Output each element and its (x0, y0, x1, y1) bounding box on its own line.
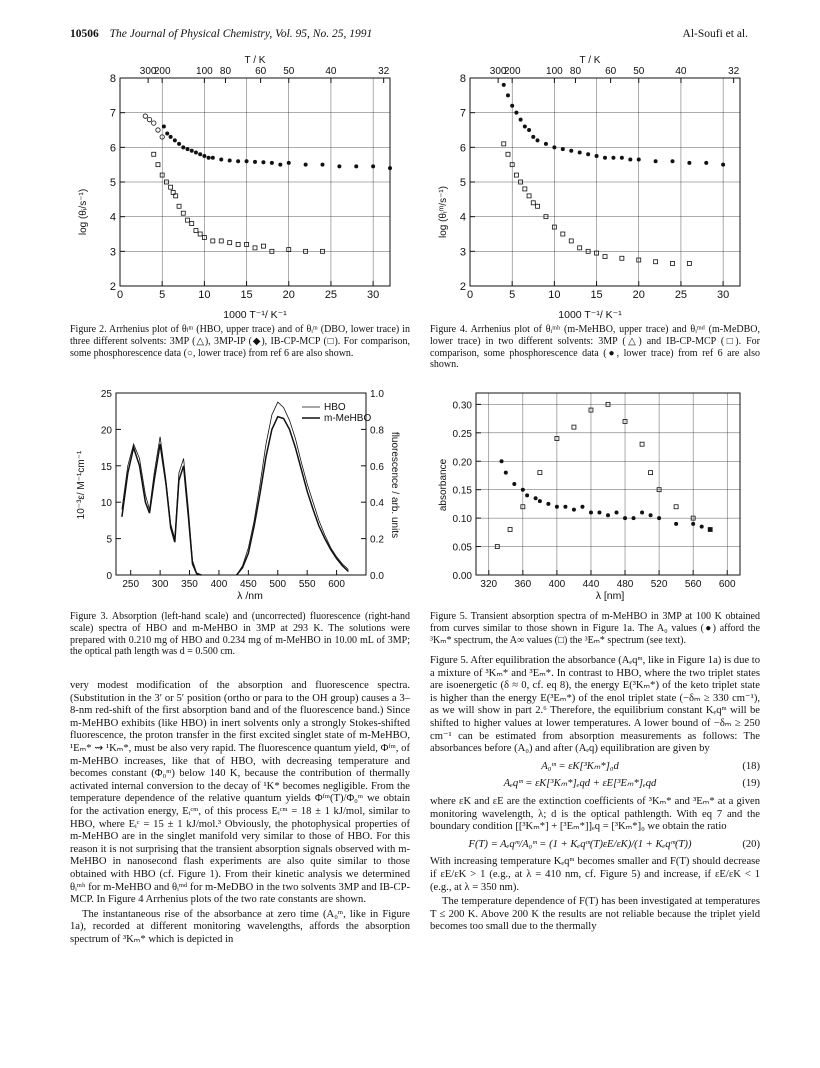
data-point (169, 185, 173, 189)
legend-label-hbo: HBO (324, 402, 346, 413)
data-point (228, 159, 232, 163)
y-tick-label: 10 (100, 498, 112, 510)
data-point (721, 163, 725, 167)
figure-4-caption: Figure 4. Arrhenius plot of θᵢᵐʰ (m-MeHBO, upper trace) and θᵢᵐᵈ (m-MeDBO, lower trace) in two different solvents: 3MP (△) and IB-CP-MCP (□). For comparison, some phosphorescence data (●, lower trace) from ref 6 are also shown. (430, 324, 760, 371)
x-tick-label: 600 (718, 579, 736, 590)
data-point (253, 246, 257, 250)
data-point (156, 128, 160, 132)
spectrum-line (122, 444, 201, 575)
top-axis-tick-label: 300 (489, 66, 507, 77)
body-paragraph: where εK and εE are the extinction coefficients of ³Kₘ* and ³Eₘ* at a given monitoring wavelength, λ; d is the optical pathlength. With eq 7 and the boundary condition [[³Kₘ*] + [³Eₘ*]]ₑq = [³Kₘ*]₀ we obtain the ratio (430, 795, 760, 833)
figure-3-legend (302, 402, 371, 424)
data-point (143, 114, 147, 118)
y2-tick-label: 0.8 (370, 425, 384, 437)
data-point (687, 261, 691, 265)
top-axis-tick-label: 32 (728, 66, 740, 77)
data-point (186, 147, 190, 151)
data-point (354, 164, 358, 168)
x-tick-label: 0 (466, 289, 474, 301)
data-point (569, 239, 573, 243)
data-point (228, 241, 232, 245)
body-paragraph: The temperature dependence of F(T) has been investigated at temperatures T ≤ 200 K. Above 200 K the results are not reliable because the triplet yield becomes too small due to the thermally (430, 896, 760, 933)
y-tick-label: 2 (109, 281, 116, 293)
spectrum-line (237, 402, 349, 575)
data-point (156, 163, 160, 167)
y2-tick-label: 0.2 (370, 534, 384, 546)
right-column-text (430, 655, 760, 936)
y2-tick-label: 0.0 (370, 571, 384, 582)
data-point (603, 255, 607, 259)
data-point (500, 459, 504, 463)
data-point (671, 261, 675, 265)
data-point (194, 229, 198, 233)
x-tick-label: 320 (480, 579, 498, 590)
y-tick-label: 5 (106, 534, 112, 546)
y-tick-label: 0.00 (452, 571, 472, 582)
data-point (531, 135, 535, 139)
data-point (527, 194, 531, 198)
data-point (657, 516, 661, 520)
data-point (510, 104, 514, 108)
data-point (236, 242, 240, 246)
data-point (506, 152, 510, 156)
data-point (586, 152, 590, 156)
left-column-text (70, 680, 410, 948)
data-point (177, 142, 181, 146)
figure-2-ylabel: log (θᵢ/s⁻¹) (78, 188, 89, 236)
data-point (337, 164, 341, 168)
y-tick-label: 0 (106, 571, 112, 582)
y-tick-label: 5 (459, 177, 466, 189)
data-point (202, 154, 206, 158)
spectrum-line (237, 417, 349, 575)
x-tick-label: 250 (122, 579, 140, 590)
data-point (561, 147, 565, 151)
data-point (190, 149, 194, 153)
y2-tick-label: 0.6 (370, 461, 384, 473)
data-point (704, 161, 708, 165)
data-point (654, 159, 658, 163)
x-tick-label: 25 (674, 289, 688, 301)
data-point (270, 161, 274, 165)
top-axis-tick-label: 32 (378, 66, 390, 77)
figure-5-xlabel: λ [nm] (595, 590, 625, 602)
y-tick-label: 0.20 (452, 457, 472, 469)
data-point (211, 239, 215, 243)
data-point (603, 156, 607, 160)
data-point (278, 163, 282, 167)
top-axis-tick-label: 40 (325, 66, 337, 77)
data-point (538, 499, 542, 503)
data-point (536, 138, 540, 142)
body-paragraph: The instantaneous rise of the absorbance at zero time (A₀ᵐ, like in Figure 1a), recorded at different monitoring wavelengths, affords the absorption spectrum of ³Kₘ* which is depicted in (70, 908, 410, 945)
running-header (70, 28, 372, 40)
data-point (147, 117, 151, 121)
data-point (181, 145, 185, 149)
top-axis-tick-label: 60 (255, 66, 267, 77)
data-point (649, 513, 653, 517)
data-point (536, 204, 540, 208)
x-tick-label: 20 (632, 289, 645, 301)
x-tick-label: 500 (269, 579, 287, 590)
equation-18-number: (18) (742, 760, 760, 772)
x-tick-label: 480 (616, 579, 634, 590)
data-point (194, 151, 198, 155)
y-tick-label: 2 (459, 281, 466, 293)
data-point (552, 145, 556, 149)
figure-2 (70, 50, 410, 320)
top-axis-tick-label: 100 (546, 66, 563, 77)
figure-5-chart (430, 385, 760, 603)
data-point (544, 142, 548, 146)
data-point (236, 159, 240, 163)
data-point (640, 442, 644, 446)
x-tick-label: 400 (548, 579, 566, 590)
figure-4 (430, 50, 760, 320)
y-tick-label: 15 (100, 461, 112, 473)
y-tick-label: 3 (109, 246, 116, 259)
equation-20 (430, 839, 760, 852)
data-point (691, 522, 695, 526)
data-point (620, 256, 624, 260)
body-paragraph: Figure 5. After equilibration the absorbance (Aₑqᵐ, like in Figure 1a) is due to a mixture of ³Kₘ* and ³Eₘ*. In contrast to HBO, where the two triplet states are isoenergetic (δ ≈ 0, cf. eq 8), the energy E(³Kₘ*) of the keto triplet state is higher than the energy E(³Eₘ*) of the enol triplet state (−δₘ ≥ 330 cm⁻¹), as we will show in part 2.⁶ Therefore, the equilibrium constant Kₑqᵐ will be shifted to higher values at lower temperatures. A lower bound of −δₘ ≥ 250 cm⁻¹ can be estimated from absorption measurements as follows: The absorbances before (A₀) and after (Aₑq) equilibration are given by (430, 655, 760, 755)
data-point (628, 157, 632, 161)
x-tick-label: 20 (282, 289, 295, 301)
data-point (572, 425, 576, 429)
data-point (595, 154, 599, 158)
data-point (388, 166, 392, 170)
data-point (508, 528, 512, 532)
data-point (569, 149, 573, 153)
data-point (169, 135, 173, 139)
figure-3-ylabel-left: 10⁻³ε/ M⁻¹cm⁻¹ (76, 450, 87, 520)
x-tick-label: 400 (210, 579, 228, 590)
x-tick-label: 25 (324, 289, 338, 301)
y-tick-label: 7 (459, 107, 466, 120)
data-point (589, 510, 593, 514)
figure-3-ylabel-right: fluorescence / arb. units (389, 431, 400, 539)
data-point (654, 260, 658, 264)
authors: Al-Soufi et al. (682, 28, 748, 40)
x-tick-label: 0 (116, 289, 124, 301)
x-tick-label: 10 (548, 289, 561, 301)
y-tick-label: 0.10 (452, 514, 472, 526)
equation-18-body: A₀ᵐ = εK[³Kₘ*]₀d (541, 760, 619, 772)
data-point (531, 201, 535, 205)
data-point (620, 156, 624, 160)
data-point (514, 111, 518, 115)
data-point (561, 232, 565, 236)
data-point (152, 121, 156, 125)
figure-4-chart (430, 50, 760, 320)
x-tick-label: 520 (650, 579, 668, 590)
figure-5-caption: Figure 5. Transient absorption spectra of m-MeHBO in 3MP at 100 K obtained from curves similar to those shown in Figure 1a. The A₀ values (●) afford the ³Kₘ* spectrum, the A∞ values (□) the ³Eₘ* spectrum (see text). (430, 611, 760, 646)
data-point (671, 159, 675, 163)
x-tick-label: 300 (151, 579, 169, 590)
data-point (321, 163, 325, 167)
body-paragraph: very modest modification of the absorption and fluorescence spectra. (Substitution in the 3′ or 5′ position (ortho or para to the OH group) causes a 3–8-nm red-shift of the first absorption band and of the fluorescence band.) Since m-MeHBO exhibits (like HBO) in inert solvents only a strongly Stokes-shifted fluorescence, the proton transfer in the first excited singlet state of m-MeHBO, ¹Eₘ* ⇝ ¹Kₘ*, must be also very rapid. The fluorescence quantum yield, Φᶠᵐ, of m-MeHBO increases, like that of HBO, with decreasing temperature and becomes constant (Φ₀ᵐ) below 140 K, because the contribution of thermally activated internal conversion to the decay of ¹K* becomes negligible. From the temperature dependence of the relative quantum yields Φᶠᵐ(T)/Φ₀ᵐ we obtain for the activation energy, Eᵢᶜᵐ, of this process Eᵢᶜᵐ = 18 ± 1 kJ/mol, similar to HBO, where Eᵢᶜ = 15 ± 1 kJ/mol.³ Obviously, the photophysical properties of m-MeHBO are in the singlet manifold very similar to those of HBO. For this reason it is not surprising that the transient absorption signals observed with m-MeHBO in nanosecond flash experiments are also quite similar to those obtained with HBO (cf. Figure 1). From their kinetic analysis we determined θᵢᵐʰ for m-MeHBO and θᵢᵐᵈ for m-MeDBO in the two solvents 3MP and IB-CP-MCP. In Figure 4 Arrhenius plots of the two rate constants are shown. (70, 680, 410, 906)
y-tick-label: 0.30 (452, 400, 472, 412)
y-tick-label: 0.05 (452, 542, 472, 554)
data-point (563, 505, 567, 509)
top-axis-tick-label: 300 (139, 66, 157, 77)
y-tick-label: 3 (459, 246, 466, 259)
data-point (640, 510, 644, 514)
data-point (606, 513, 610, 517)
data-point (611, 156, 615, 160)
x-tick-label: 350 (181, 579, 198, 590)
y-tick-label: 6 (109, 142, 116, 155)
data-point (572, 508, 576, 512)
data-point (304, 163, 308, 167)
data-point (649, 471, 653, 475)
data-point (523, 187, 527, 191)
figure-2-top-axis-label: T / K (244, 55, 266, 66)
data-point (525, 493, 529, 497)
data-point (597, 510, 601, 514)
equation-19-body: Aₑqᵐ = εK[³Kₘ*]ₑqd + εE[³Eₘ*]ₑqd (503, 778, 657, 790)
figure-2-caption: Figure 2. Arrhenius plot of θₗᵐ (HBO, upper trace) and of θᵢᵐ (DBO, lower trace) in three different solvents: 3MP (△), 3MP-IP (◆), IB-CP-MCP (□). For comparison, some phosphorescence data (○, lower trace) from ref 6 are also shown. (70, 324, 410, 359)
top-axis-tick-label: 50 (633, 66, 645, 77)
y-tick-label: 5 (109, 177, 116, 189)
y-tick-label: 6 (459, 142, 466, 155)
x-tick-label: 30 (717, 289, 730, 301)
data-point (527, 128, 531, 132)
figure-2-chart (70, 50, 410, 320)
data-point (219, 239, 223, 243)
figure-3-chart (70, 385, 410, 603)
y-tick-label: 0.25 (452, 428, 472, 440)
data-point (190, 222, 194, 226)
x-tick-label: 15 (590, 289, 603, 301)
data-point (207, 156, 211, 160)
data-point (546, 502, 550, 506)
x-tick-label: 5 (509, 289, 516, 301)
figure-3-caption: Figure 3. Absorption (left-hand scale) and (uncorrected) fluorescence (right-hand scale) spectra of HBO and m-MeHBO in 3MP at 293 K. The solutions were prepared with 0.210 mg of HBO and 0.234 mg of m-MeHBO in 10.00 mL of 3MP; the optical path length was d = 0.500 cm. (70, 611, 410, 658)
y-tick-label: 4 (109, 211, 116, 224)
data-point (708, 528, 712, 532)
equation-18 (430, 761, 760, 774)
x-tick-label: 450 (240, 579, 257, 590)
body-paragraph: With increasing temperature Kₑqᵐ becomes smaller and F(T) should decrease if εE/εK > 1 (e.g., at λ = 410 nm, cf. Figure 5) and increase, if εE/εK < 1 (e.g., at λ = 350 nm). (430, 856, 760, 893)
x-tick-label: 5 (159, 289, 166, 301)
data-point (623, 516, 627, 520)
figure-4-xlabel: 1000 T⁻¹/ K⁻¹ (558, 309, 622, 321)
figure-5-ylabel: absorbance (438, 458, 449, 512)
x-tick-label: 360 (514, 579, 532, 590)
data-point (253, 160, 257, 164)
data-point (181, 211, 185, 215)
data-point (211, 156, 215, 160)
y2-tick-label: 0.4 (370, 498, 384, 510)
data-point (186, 218, 190, 222)
top-axis-tick-label: 80 (219, 66, 232, 77)
data-point (578, 151, 582, 155)
y2-tick-label: 1.0 (370, 389, 384, 400)
y-tick-label: 25 (100, 389, 112, 400)
equation-19-number: (19) (742, 778, 760, 790)
figure-2-xlabel: 1000 T⁻¹/ K⁻¹ (223, 309, 287, 321)
data-point (632, 516, 636, 520)
data-point (152, 152, 156, 156)
data-point (521, 488, 525, 492)
figure-3 (70, 385, 410, 603)
y-tick-label: 8 (109, 73, 116, 85)
data-point (674, 522, 678, 526)
data-point (198, 232, 202, 236)
top-axis-tick-label: 200 (153, 66, 171, 77)
y-tick-label: 4 (459, 211, 466, 224)
data-point (287, 161, 291, 165)
data-point (523, 125, 527, 129)
data-point (177, 204, 181, 208)
x-tick-label: 600 (328, 579, 345, 590)
data-point (674, 505, 678, 509)
data-point (514, 173, 518, 177)
data-point (165, 131, 169, 135)
top-axis-tick-label: 60 (605, 66, 617, 77)
figure-3-xlabel: λ /nm (237, 590, 263, 602)
data-point (637, 157, 641, 161)
x-tick-label: 550 (298, 579, 316, 590)
data-point (219, 157, 223, 161)
top-axis-tick-label: 80 (569, 66, 582, 77)
data-point (261, 160, 265, 164)
data-point (687, 161, 691, 165)
x-tick-label: 30 (367, 289, 380, 301)
x-tick-label: 10 (198, 289, 211, 301)
data-point (615, 510, 619, 514)
data-point (580, 505, 584, 509)
y-tick-label: 20 (100, 425, 112, 437)
x-tick-label: 440 (582, 579, 600, 590)
y-tick-label: 0.15 (452, 485, 472, 497)
data-point (519, 118, 523, 122)
figure-5 (430, 385, 760, 603)
data-point (173, 138, 177, 142)
equation-19 (430, 778, 760, 791)
data-point (261, 244, 265, 248)
equation-20-body: F(T) = Aₑqᵐ/A₀ᵐ = (1 + Kₑqᵐ(T)εE/εK)/(1 + Kₑqᵐ(T)) (468, 838, 692, 850)
page-number: 10506 (70, 28, 99, 40)
equation-20-number: (20) (742, 838, 760, 850)
data-point (534, 496, 538, 500)
journal-title: The Journal of Physical Chemistry, Vol. 95, No. 25, 1991 (109, 28, 373, 40)
data-point (162, 125, 166, 129)
figure-4-top-axis-label: T / K (579, 55, 601, 66)
legend-label-m-mehbo: m-MeHBO (324, 413, 372, 424)
top-axis-tick-label: 40 (675, 66, 687, 77)
top-axis-tick-label: 50 (283, 66, 295, 77)
data-point (245, 159, 249, 163)
data-point (578, 246, 582, 250)
data-point (700, 525, 704, 529)
data-point (198, 152, 202, 156)
data-point (538, 471, 542, 475)
top-axis-tick-label: 100 (196, 66, 213, 77)
data-point (555, 505, 559, 509)
top-axis-tick-label: 200 (503, 66, 521, 77)
data-point (371, 164, 375, 168)
y-tick-label: 7 (109, 107, 116, 120)
data-point (502, 83, 506, 87)
figure-4-ylabel: log (θᵢᵐ/s⁻¹) (438, 185, 449, 239)
data-point (512, 482, 516, 486)
data-point (506, 93, 510, 97)
data-point (504, 471, 508, 475)
data-point (502, 142, 506, 146)
x-tick-label: 560 (684, 579, 702, 590)
y-tick-label: 8 (459, 73, 466, 85)
x-tick-label: 15 (240, 289, 253, 301)
